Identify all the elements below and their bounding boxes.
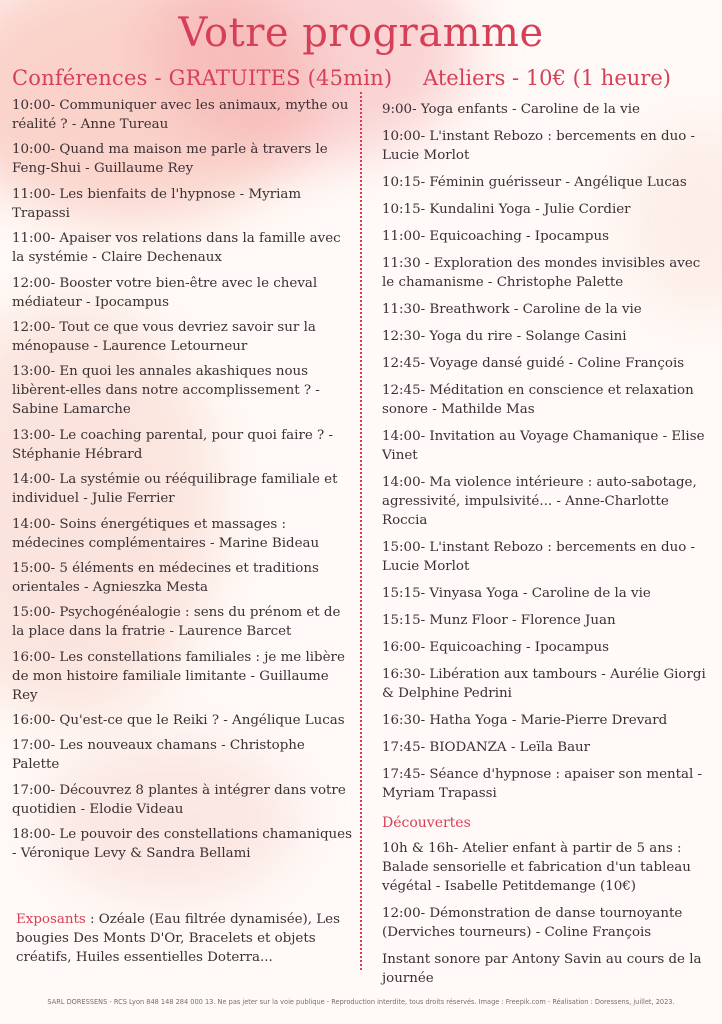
decouvertes-list (382, 839, 712, 988)
atelier-item: 12:30- Yoga du rire - Solange Casini (382, 329, 627, 344)
conference-item: 11:00- Les bienfaits de l'hypnose - Myriam Trapassi (12, 186, 302, 221)
decouverte-item: 10h & 16h- Atelier enfant à partir de 5 ans : Balade sensorielle et fabrication d'un tableau végétal - Isabelle Petitdemange (10€) (382, 841, 691, 894)
conference-item: 16:00- Les constellations familiales : je me libère de mon histoire familiale limitante - Guillaume Rey (12, 649, 345, 703)
conferences-column (12, 66, 393, 870)
atelier-item: 11:30 - Exploration des mondes invisibles avec le chamanisme - Christophe Palette (382, 256, 701, 290)
ateliers-column (382, 66, 712, 996)
atelier-item: 12:45- Voyage dansé guidé - Coline François (382, 356, 685, 371)
footer-legal: SARL DORESSENS - RCS Lyon 848 148 284 000 13. Ne pas jeter sur la voie publique - Reproduction interdite, tous droits réservés. Image : Freepik.com - Réalisation : Doressens, juillet, 2023. (47, 998, 675, 1006)
exposants-block (16, 910, 346, 967)
atelier-item: 10:15- Féminin guérisseur - Angélique Lucas (382, 175, 687, 190)
conference-item: 15:00- Psychogénéalogie : sens du prénom et de la place dans la fratrie - Laurence Barcet (12, 605, 341, 640)
atelier-item: 11:30- Breathwork - Caroline de la vie (382, 302, 642, 317)
conference-item: 12:00- Tout ce que vous devriez savoir sur la ménopause - Laurence Letourneur (12, 319, 316, 354)
conference-item: 17:00- Découvrez 8 plantes à intégrer dans votre quotidien - Elodie Videau (12, 782, 346, 817)
conference-item: 13:00- Le coaching parental, pour quoi faire ? - Stéphanie Hébrard (12, 427, 333, 462)
atelier-item: 16:00- Equicoaching - Ipocampus (382, 640, 609, 655)
atelier-item: 9:00- Yoga enfants - Caroline de la vie (382, 102, 640, 117)
conferences-list (12, 96, 352, 863)
atelier-item: 10:15- Kundalini Yoga - Julie Cordier (382, 202, 631, 217)
decouverte-item: 12:00- Démonstration de danse tournoyante (Derviches tourneurs) - Coline François (382, 906, 683, 940)
conference-item: 15:00- 5 éléments en médecines et traditions orientales - Agnieszka Mesta (12, 560, 319, 595)
conference-item: 13:00- En quoi les annales akashiques nous libèrent-elles dans notre accomplissement ? - Sabine Lamarche (12, 364, 320, 418)
atelier-item: 15:00- L'instant Rebozo : bercements en duo - Lucie Morlot (382, 540, 696, 574)
atelier-item: 12:45- Méditation en conscience et relaxation sonore - Mathilde Mas (382, 383, 694, 417)
conference-item: 10:00- Communiquer avec les animaux, mythe ou réalité ? - Anne Tureau (12, 98, 349, 132)
conference-item: 12:00- Booster votre bien-être avec le cheval médiateur - Ipocampus (12, 275, 318, 310)
atelier-item: 11:00- Equicoaching - Ipocampus (382, 229, 609, 244)
atelier-item: 15:15- Munz Floor - Florence Juan (382, 613, 616, 628)
atelier-item: 10:00- L'instant Rebozo : bercements en duo - Lucie Morlot (382, 129, 696, 163)
column-divider (360, 92, 362, 970)
ateliers-heading: Ateliers - 10€ (1 heure) (423, 66, 671, 90)
conference-item: 14:00- La systémie ou rééquilibrage familiale et individuel - Julie Ferrier (12, 472, 338, 507)
conference-item: 16:00- Qu'est-ce que le Reiki ? - Angélique Lucas (12, 713, 345, 729)
atelier-item: 17:45- Séance d'hypnose : apaiser son mental - Myriam Trapassi (382, 767, 703, 801)
atelier-item: 14:00- Ma violence intérieure : auto-sabotage, agressivité, impulsivité... - Anne-Charlotte Roccia (382, 475, 697, 528)
atelier-item: 17:45- BIODANZA - Leïla Baur (382, 740, 591, 755)
atelier-item: 15:15- Vinyasa Yoga - Caroline de la vie (382, 586, 651, 601)
decouverte-item: Instant sonore par Antony Savin au cours de la journée (382, 952, 702, 986)
ateliers-list (382, 100, 712, 803)
atelier-item: 16:30- Libération aux tambours - Aurélie Giorgi & Delphine Pedrini (382, 667, 706, 701)
exposants-label: Exposants (16, 912, 86, 927)
conference-item: 14:00- Soins énergétiques et massages : médecines complémentaires - Marine Bideau (12, 516, 320, 551)
atelier-item: 16:30- Hatha Yoga - Marie-Pierre Drevard (382, 713, 668, 728)
conferences-heading: Conférences - GRATUITES (45min) (12, 66, 393, 90)
conference-item: 17:00- Les nouveaux chamans - Christophe Palette (12, 738, 305, 773)
conference-item: 10:00- Quand ma maison me parle à travers le Feng-Shui - Guillaume Rey (12, 142, 328, 177)
page-title: Votre programme (178, 10, 544, 56)
exposants-text: : Ozéale (Eau filtrée dynamisée), Les bougies Des Monts D'Or, Bracelets et objets créatifs, Huiles essentielles Doterra... (16, 912, 340, 965)
atelier-item: 14:00- Invitation au Voyage Chamanique - Elise Vinet (382, 429, 705, 463)
decouvertes-heading: Découvertes (382, 815, 471, 831)
conference-item: 11:00- Apaiser vos relations dans la famille avec la systémie - Claire Dechenaux (12, 231, 341, 266)
conference-item: 18:00- Le pouvoir des constellations chamaniques - Véronique Levy & Sandra Bellami (12, 827, 352, 862)
